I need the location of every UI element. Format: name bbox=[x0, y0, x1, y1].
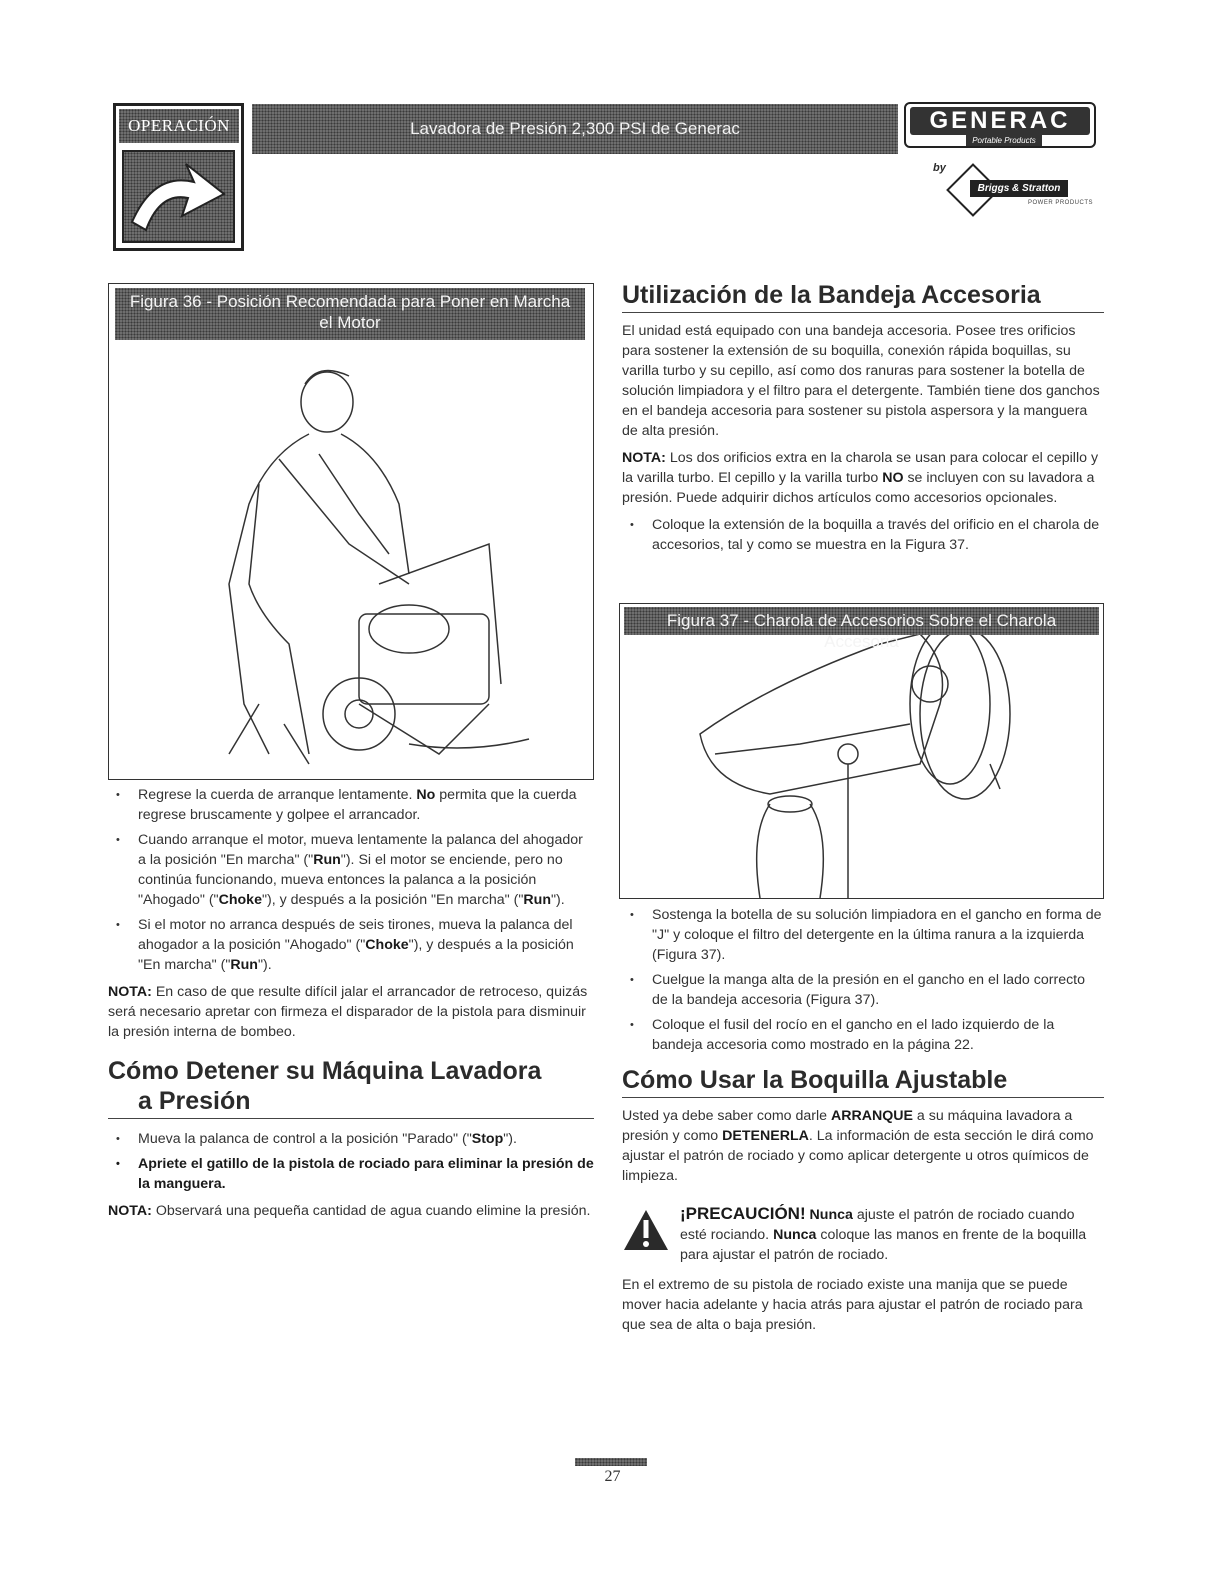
figure-37-caption: Figura 37 - Charola de Accesorios Sobre el Charola Accesoria bbox=[624, 607, 1099, 635]
by-label: by bbox=[933, 162, 946, 174]
heading-boquilla: Cómo Usar la Boquilla Ajustable bbox=[622, 1065, 1104, 1098]
list-item: • Mueva la palanca de control a la posición "Parado" ("Stop"). bbox=[108, 1129, 594, 1149]
page-number: 27 bbox=[604, 1468, 621, 1485]
figure-36-illustration bbox=[109, 284, 593, 779]
heading-detener: Cómo Detener su Máquina Lavadora a Presión bbox=[108, 1056, 594, 1119]
list-item: • Coloque la extensión de la boquilla a través del orificio en el charola de accesorios, tal y como se muestra en la Figura 37. bbox=[622, 515, 1104, 555]
list-item: • Sostenga la botella de su solución limpiadora en el gancho en forma de "J" y coloque el filtro del detergente en la última ranura a la izquierda (Figura 37). bbox=[622, 905, 1104, 965]
note-paragraph: NOTA: Observará una pequeña cantidad de agua cuando elimine la presión. bbox=[108, 1203, 591, 1219]
tray-steps-list-2 bbox=[622, 905, 1104, 1055]
figure-36 bbox=[108, 283, 594, 780]
list-item: • Regrese la cuerda de arranque lentamente. No permita que la cuerda regrese bruscamente y golpee el arrancador. bbox=[108, 785, 594, 825]
generac-logo-sub: Portable Products bbox=[966, 135, 1042, 146]
handle-paragraph: En el extremo de su pistola de rociado existe una manija que se puede mover hacia adelante y hacia atrás para ajustar el patrón de rociado para que sea de alta o baja presión. bbox=[622, 1277, 1083, 1333]
figure-36-caption: Figura 36 - Posición Recomendada para Poner en Marcha el Motor bbox=[115, 288, 585, 340]
tray-steps-list bbox=[622, 515, 1104, 555]
partner-logo-sub: POWER PRODUCTS bbox=[1028, 200, 1094, 206]
list-item: • Cuelgue la manga alta de la presión en el gancho en el lado correcto de la bandeja accesoria (Figura 37). bbox=[622, 970, 1104, 1010]
list-item: • Coloque el fusil del rocío en el gancho en el lado izquierdo de la bandeja accesoria como mostrado en la página 22. bbox=[622, 1015, 1104, 1055]
intro-paragraph: El unidad está equipado con una bandeja accesoria. Posee tres orificios para sostener la extensión de su boquilla, conexión rápida boquillas, su varilla turbo y su cepillo, así como dos ranuras para sostener la botella de solución limpiadora y el filtro para el detergente. También tiene dos ganchos en el bandeja accesoria para sostener su pistola aspersora y la manguera de alta presión. bbox=[622, 323, 1100, 439]
left-column bbox=[108, 785, 594, 1228]
header-title: Lavadora de Presión 2,300 PSI de Generac bbox=[410, 119, 740, 138]
partner-logo-text: Briggs & Stratton bbox=[970, 180, 1068, 197]
briggs-stratton-logo bbox=[948, 168, 1098, 218]
section-badge bbox=[113, 103, 244, 251]
generac-logo-text: GENERAC bbox=[910, 107, 1090, 135]
list-item: • Apriete el gatillo de la pistola de rociado para eliminar la presión de la manguera. bbox=[108, 1154, 594, 1194]
heading-bandeja: Utilización de la Bandeja Accesoria bbox=[622, 280, 1104, 313]
header-title-bar bbox=[252, 104, 898, 154]
section-tab: OPERACIÓN bbox=[119, 109, 239, 143]
generac-logo bbox=[904, 102, 1096, 148]
note-paragraph: NOTA: Los dos orificios extra en la charola se usan para colocar el cepillo y la varilla turbo. El cepillo y la varilla turbo NO se incluyen con su lavadora a presión. Puede adquirir dichos artículos como accesorios opcionales. bbox=[622, 450, 1099, 506]
stop-steps-list bbox=[108, 1129, 594, 1194]
note-paragraph: NOTA: En caso de que resulte difícil jalar el arrancador de retroceso, quizás será necesario apretar con firmeza el disparador de la pistola para disminuir la presión interna de bombeo. bbox=[108, 984, 588, 1040]
right-column-lower bbox=[622, 905, 1104, 1342]
section-icon bbox=[122, 150, 235, 243]
nozzle-paragraph: Usted ya debe saber como darle ARRANQUE a su máquina lavadora a presión y como DETENERLA. La información de esta sección le dirá como ajustar el patrón de rociado y como aplicar detergente u otros químicos de limpieza. bbox=[622, 1108, 1094, 1184]
right-column-upper bbox=[622, 280, 1104, 562]
list-item: • Cuando arranque el motor, mueva lentamente la palanca del ahogador a la posición "En marcha" ("Run"). Si el motor se enciende, pero no continúa funcionando, mueva entonces la palanca a la posición "Ahogado" ("Choke"), y después a la posición "En marcha" ("Run"). bbox=[108, 830, 594, 910]
start-steps-list bbox=[108, 785, 594, 975]
list-item: • Si el motor no arranca después de seis tirones, mueva la palanca del ahogador a la posición "Ahogado" ("Choke"), y después a la posición "En marcha" ("Run"). bbox=[108, 915, 594, 975]
warning-icon bbox=[622, 1208, 670, 1252]
page-mark bbox=[575, 1458, 647, 1466]
caution-block: ¡PRECAUCIÓN! Nunca ajuste el patrón de rociado cuando esté rociando. Nunca coloque las manos en frente de la boquilla para ajustar el patrón de rociado. bbox=[622, 1204, 1104, 1265]
